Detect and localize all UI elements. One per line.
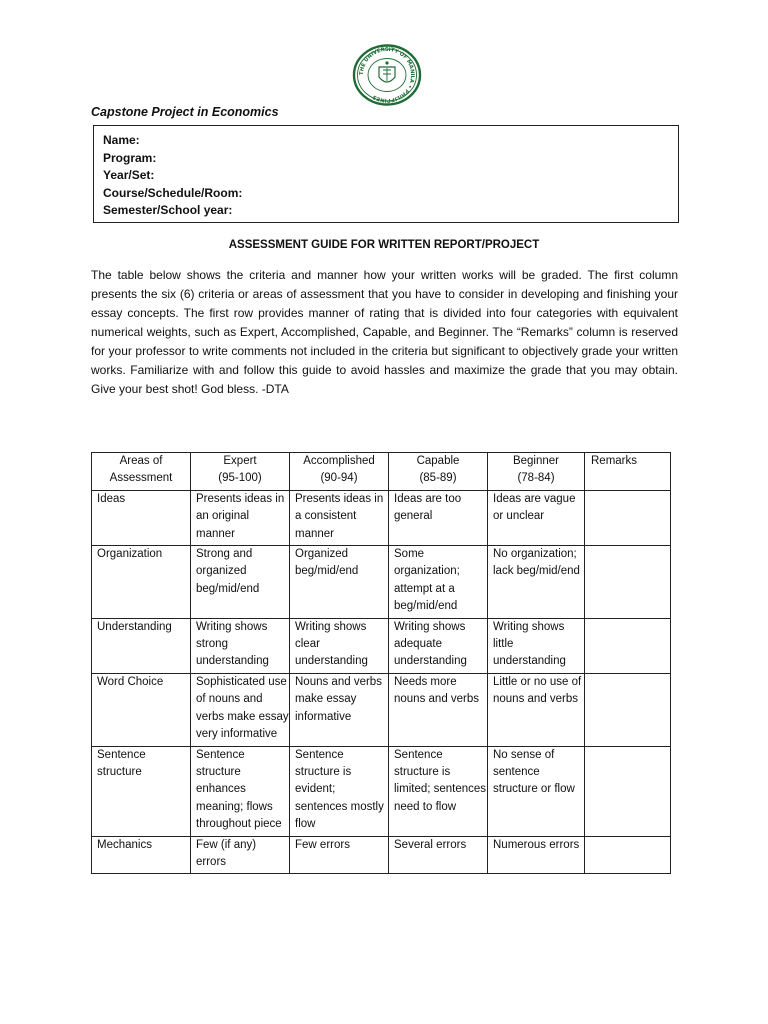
table-row xyxy=(92,546,671,619)
cell-accomplished: Presents ideas in a consistent manner xyxy=(290,490,389,545)
cell-expert: Sentence structure enhances meaning; flows throughout piece xyxy=(191,746,290,836)
rubric-header-row xyxy=(92,453,671,491)
header-range: (90-94) xyxy=(320,472,358,485)
header-beginner xyxy=(488,453,585,491)
university-seal-logo xyxy=(352,44,422,106)
cell-accomplished: Organized beg/mid/end xyxy=(290,546,389,619)
cell-capable: Several errors xyxy=(389,836,488,874)
cell-beginner: No organization; lack beg/mid/end xyxy=(488,546,585,619)
cell-area: Mechanics xyxy=(92,836,191,874)
cell-area: Understanding xyxy=(92,618,191,673)
course-title: Capstone Project in Economics xyxy=(91,105,279,119)
header-range: (78-84) xyxy=(517,472,555,485)
cell-expert: Strong and organized beg/mid/end xyxy=(191,546,290,619)
cell-expert: Sophisticated use of nouns and verbs make essay very informative xyxy=(191,673,290,746)
table-row xyxy=(92,490,671,545)
cell-accomplished: Writing shows clear understanding xyxy=(290,618,389,673)
cell-capable: Needs more nouns and verbs xyxy=(389,673,488,746)
cell-area: Sentence structure xyxy=(92,746,191,836)
header-capable xyxy=(389,453,488,491)
assessment-heading: ASSESSMENT GUIDE FOR WRITTEN REPORT/PROJECT xyxy=(228,239,540,251)
header-range: (85-89) xyxy=(419,472,457,485)
cell-beginner: Writing shows little understanding xyxy=(488,618,585,673)
header-title: Remarks xyxy=(591,455,638,467)
rubric-table xyxy=(91,452,671,874)
cell-remarks xyxy=(585,490,671,545)
header-subtitle: Assessment xyxy=(109,472,173,485)
header-remarks xyxy=(585,453,671,491)
header-title: Areas of xyxy=(119,455,163,467)
info-field-name: Name: xyxy=(103,133,140,147)
cell-beginner: Ideas are vague or unclear xyxy=(488,490,585,545)
cell-area: Organization xyxy=(92,546,191,619)
table-row xyxy=(92,618,671,673)
info-field-semester-school-year: Semester/School year: xyxy=(103,203,233,217)
cell-area: Ideas xyxy=(92,490,191,545)
cell-remarks xyxy=(585,673,671,746)
cell-remarks xyxy=(585,546,671,619)
header-title: Capable xyxy=(416,455,460,467)
cell-remarks xyxy=(585,836,671,874)
header-range: (95-100) xyxy=(218,472,262,485)
seal-text: THE UNIVERSITY OF MANILA • PHILIPPINES xyxy=(358,46,416,104)
cell-expert: Few (if any) errors xyxy=(191,836,290,874)
cell-expert: Presents ideas in an original manner xyxy=(191,490,290,545)
cell-accomplished: Sentence structure is evident; sentences mostly flow xyxy=(290,746,389,836)
table-row xyxy=(92,746,671,836)
info-field-program: Program: xyxy=(103,150,157,165)
student-info-box xyxy=(93,125,679,223)
header-title: Expert xyxy=(223,455,257,467)
header-title: Accomplished xyxy=(303,455,375,467)
cell-beginner: No sense of sentence structure or flow xyxy=(488,746,585,836)
cell-remarks xyxy=(585,746,671,836)
info-field-course-schedule-room: Course/Schedule/Room: xyxy=(103,185,243,200)
cell-expert: Writing shows strong understanding xyxy=(191,618,290,673)
cell-beginner: Numerous errors xyxy=(488,836,585,874)
table-row xyxy=(92,836,671,874)
cell-capable: Sentence structure is limited; sentences need to flow xyxy=(389,746,488,836)
cell-accomplished: Nouns and verbs make essay informative xyxy=(290,673,389,746)
header-title: Beginner xyxy=(512,455,560,467)
cell-accomplished: Few errors xyxy=(290,836,389,874)
table-row xyxy=(92,673,671,746)
cell-area: Word Choice xyxy=(92,673,191,746)
header-areas xyxy=(92,453,191,491)
cell-capable: Ideas are too general xyxy=(389,490,488,545)
cell-beginner: Little or no use of nouns and verbs xyxy=(488,673,585,746)
cell-capable: Some organization; attempt at a beg/mid/end xyxy=(389,546,488,619)
cell-capable: Writing shows adequate understanding xyxy=(389,618,488,673)
info-field-year-set: Year/Set: xyxy=(103,168,155,182)
header-expert xyxy=(191,453,290,491)
cell-remarks xyxy=(585,618,671,673)
intro-paragraph: The table below shows the criteria and manner how your written works will be graded. The first column presents the six (6) criteria or areas of assessment that you have to consider in developing and finishing your essay concepts. The first row provides manner of rating that is divided into four categories with equivalent numerical weights, such as Expert, Accomplished, Capable, and Beginner. The “Remarks” column is reserved for your professor to write comments not included in the criteria but significant to objectively grade your written works. Familiarize with and follow this guide to avoid hassles and maximize the grade that you may obtain. Give your best shot! God bless. -DTA xyxy=(91,268,678,396)
header-accomplished xyxy=(290,453,389,491)
